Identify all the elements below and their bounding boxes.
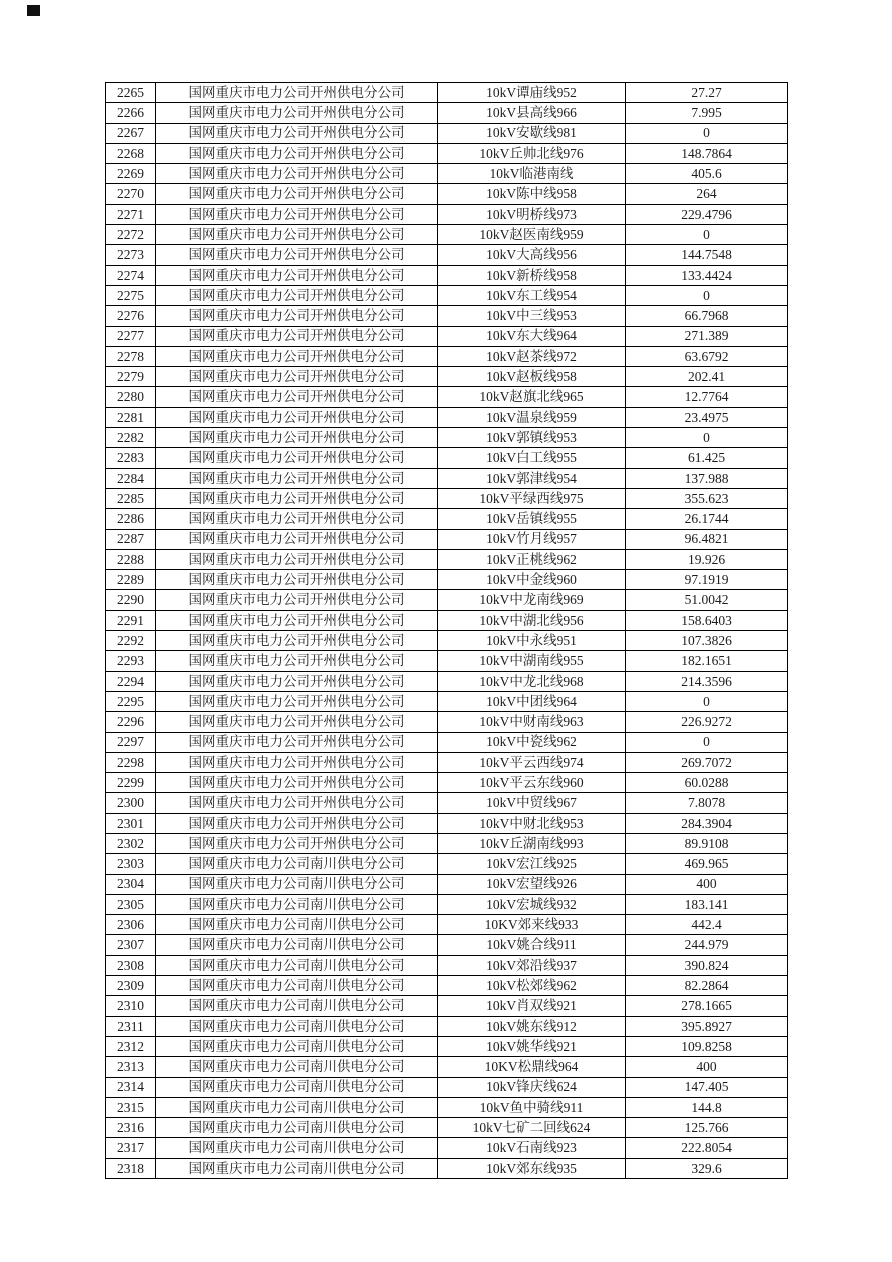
row-index-cell: 2318 [106, 1158, 156, 1178]
company-cell: 国网重庆市电力公司南川供电分公司 [156, 955, 438, 975]
row-index-cell: 2269 [106, 164, 156, 184]
company-cell: 国网重庆市电力公司开州供电分公司 [156, 732, 438, 752]
table-body [106, 83, 788, 1179]
company-cell: 国网重庆市电力公司南川供电分公司 [156, 1077, 438, 1097]
company-cell: 国网重庆市电力公司开州供电分公司 [156, 184, 438, 204]
line-name-cell: 10KV郊来线933 [438, 915, 626, 935]
value-cell: 61.425 [626, 448, 788, 468]
table-row [106, 407, 788, 427]
line-name-cell: 10kV中三线953 [438, 306, 626, 326]
line-name-cell: 10kV宏江线925 [438, 854, 626, 874]
row-index-cell: 2313 [106, 1057, 156, 1077]
row-index-cell: 2307 [106, 935, 156, 955]
value-cell: 125.766 [626, 1118, 788, 1138]
company-cell: 国网重庆市电力公司开州供电分公司 [156, 306, 438, 326]
value-cell: 144.8 [626, 1097, 788, 1117]
row-index-cell: 2303 [106, 854, 156, 874]
line-name-cell: 10kV平绿西线975 [438, 488, 626, 508]
row-index-cell: 2270 [106, 184, 156, 204]
row-index-cell: 2267 [106, 123, 156, 143]
row-index-cell: 2283 [106, 448, 156, 468]
value-cell: 107.3826 [626, 631, 788, 651]
table-row [106, 915, 788, 935]
line-name-cell: 10kV中龙南线969 [438, 590, 626, 610]
company-cell: 国网重庆市电力公司开州供电分公司 [156, 529, 438, 549]
line-name-cell: 10kV陈中线958 [438, 184, 626, 204]
value-cell: 183.141 [626, 894, 788, 914]
table-row [106, 996, 788, 1016]
line-name-cell: 10kV丘湖南线993 [438, 833, 626, 853]
line-name-cell: 10kV明桥线973 [438, 204, 626, 224]
line-name-cell: 10kV大高线956 [438, 245, 626, 265]
line-name-cell: 10kV中湖南线955 [438, 651, 626, 671]
line-name-cell: 10kV郊沿线937 [438, 955, 626, 975]
table-row [106, 1158, 788, 1178]
row-index-cell: 2291 [106, 610, 156, 630]
line-name-cell: 10kV正桃线962 [438, 549, 626, 569]
table-row [106, 894, 788, 914]
company-cell: 国网重庆市电力公司南川供电分公司 [156, 1158, 438, 1178]
row-index-cell: 2281 [106, 407, 156, 427]
table-row [106, 732, 788, 752]
table-row [106, 976, 788, 996]
table-row [106, 854, 788, 874]
value-cell: 147.405 [626, 1077, 788, 1097]
table-row [106, 651, 788, 671]
table-row [106, 488, 788, 508]
table-row [106, 245, 788, 265]
company-cell: 国网重庆市电力公司开州供电分公司 [156, 833, 438, 853]
line-name-cell: 10kV平云东线960 [438, 773, 626, 793]
table-row [106, 590, 788, 610]
company-cell: 国网重庆市电力公司开州供电分公司 [156, 428, 438, 448]
row-index-cell: 2273 [106, 245, 156, 265]
company-cell: 国网重庆市电力公司开州供电分公司 [156, 103, 438, 123]
row-index-cell: 2295 [106, 691, 156, 711]
company-cell: 国网重庆市电力公司开州供电分公司 [156, 265, 438, 285]
company-cell: 国网重庆市电力公司开州供电分公司 [156, 468, 438, 488]
value-cell: 0 [626, 123, 788, 143]
row-index-cell: 2298 [106, 752, 156, 772]
table-row [106, 813, 788, 833]
company-cell: 国网重庆市电力公司开州供电分公司 [156, 590, 438, 610]
value-cell: 355.623 [626, 488, 788, 508]
line-name-cell: 10kV中龙北线968 [438, 671, 626, 691]
value-cell: 182.1651 [626, 651, 788, 671]
value-cell: 7.8078 [626, 793, 788, 813]
line-name-cell: 10kV岳镇线955 [438, 509, 626, 529]
row-index-cell: 2286 [106, 509, 156, 529]
value-cell: 0 [626, 225, 788, 245]
table-row [106, 448, 788, 468]
value-cell: 390.824 [626, 955, 788, 975]
row-index-cell: 2312 [106, 1036, 156, 1056]
company-cell: 国网重庆市电力公司开州供电分公司 [156, 225, 438, 245]
line-name-cell: 10kV平云西线974 [438, 752, 626, 772]
table-row [106, 1057, 788, 1077]
company-cell: 国网重庆市电力公司开州供电分公司 [156, 773, 438, 793]
line-name-cell: 10kV姚东线912 [438, 1016, 626, 1036]
line-name-cell: 10kV鱼中骑线911 [438, 1097, 626, 1117]
value-cell: 0 [626, 691, 788, 711]
table-row [106, 204, 788, 224]
value-cell: 264 [626, 184, 788, 204]
row-index-cell: 2308 [106, 955, 156, 975]
value-cell: 19.926 [626, 549, 788, 569]
line-name-cell: 10kV宏望线926 [438, 874, 626, 894]
table-row [106, 549, 788, 569]
value-cell: 12.7764 [626, 387, 788, 407]
table-row [106, 346, 788, 366]
row-index-cell: 2277 [106, 326, 156, 346]
value-cell: 137.988 [626, 468, 788, 488]
row-index-cell: 2272 [106, 225, 156, 245]
value-cell: 66.7968 [626, 306, 788, 326]
line-name-cell: 10KV松鼎线964 [438, 1057, 626, 1077]
company-cell: 国网重庆市电力公司开州供电分公司 [156, 752, 438, 772]
row-index-cell: 2288 [106, 549, 156, 569]
line-name-cell: 10kV赵旗北线965 [438, 387, 626, 407]
value-cell: 229.4796 [626, 204, 788, 224]
scan-artifact-mark [27, 5, 40, 16]
value-cell: 109.8258 [626, 1036, 788, 1056]
value-cell: 63.6792 [626, 346, 788, 366]
table-row [106, 123, 788, 143]
company-cell: 国网重庆市电力公司开州供电分公司 [156, 631, 438, 651]
value-cell: 329.6 [626, 1158, 788, 1178]
table-row [106, 712, 788, 732]
row-index-cell: 2299 [106, 773, 156, 793]
value-cell: 400 [626, 1057, 788, 1077]
company-cell: 国网重庆市电力公司南川供电分公司 [156, 915, 438, 935]
company-cell: 国网重庆市电力公司开州供电分公司 [156, 509, 438, 529]
line-name-cell: 10kV白工线955 [438, 448, 626, 468]
company-cell: 国网重庆市电力公司南川供电分公司 [156, 1036, 438, 1056]
line-name-cell: 10kV临港南线 [438, 164, 626, 184]
line-name-cell: 10kV郭镇线953 [438, 428, 626, 448]
table-row [106, 164, 788, 184]
company-cell: 国网重庆市电力公司南川供电分公司 [156, 1016, 438, 1036]
table-row [106, 570, 788, 590]
row-index-cell: 2301 [106, 813, 156, 833]
row-index-cell: 2282 [106, 428, 156, 448]
company-cell: 国网重庆市电力公司开州供电分公司 [156, 488, 438, 508]
company-cell: 国网重庆市电力公司南川供电分公司 [156, 1138, 438, 1158]
line-name-cell: 10kV东大线964 [438, 326, 626, 346]
company-cell: 国网重庆市电力公司开州供电分公司 [156, 448, 438, 468]
line-name-cell: 10kV赵茶线972 [438, 346, 626, 366]
company-cell: 国网重庆市电力公司开州供电分公司 [156, 793, 438, 813]
table-row [106, 1016, 788, 1036]
line-name-cell: 10kV锋庆线624 [438, 1077, 626, 1097]
row-index-cell: 2278 [106, 346, 156, 366]
value-cell: 469.965 [626, 854, 788, 874]
table-row [106, 1077, 788, 1097]
table-row [106, 83, 788, 103]
value-cell: 226.9272 [626, 712, 788, 732]
line-name-cell: 10kV安歇线981 [438, 123, 626, 143]
line-name-cell: 10kV七矿二回线624 [438, 1118, 626, 1138]
row-index-cell: 2294 [106, 671, 156, 691]
value-cell: 269.7072 [626, 752, 788, 772]
company-cell: 国网重庆市电力公司开州供电分公司 [156, 367, 438, 387]
company-cell: 国网重庆市电力公司开州供电分公司 [156, 570, 438, 590]
table-row [106, 285, 788, 305]
line-name-cell: 10kV姚合线911 [438, 935, 626, 955]
line-name-cell: 10kV中贸线967 [438, 793, 626, 813]
row-index-cell: 2315 [106, 1097, 156, 1117]
table-row [106, 1138, 788, 1158]
company-cell: 国网重庆市电力公司开州供电分公司 [156, 285, 438, 305]
company-cell: 国网重庆市电力公司开州供电分公司 [156, 691, 438, 711]
row-index-cell: 2300 [106, 793, 156, 813]
line-name-cell: 10kV温泉线959 [438, 407, 626, 427]
table-row [106, 1118, 788, 1138]
row-index-cell: 2289 [106, 570, 156, 590]
value-cell: 23.4975 [626, 407, 788, 427]
row-index-cell: 2265 [106, 83, 156, 103]
table-row [106, 387, 788, 407]
row-index-cell: 2271 [106, 204, 156, 224]
company-cell: 国网重庆市电力公司开州供电分公司 [156, 326, 438, 346]
table-row [106, 367, 788, 387]
line-name-cell: 10kV中湖北线956 [438, 610, 626, 630]
row-index-cell: 2274 [106, 265, 156, 285]
table-row [106, 428, 788, 448]
line-name-cell: 10kV县高线966 [438, 103, 626, 123]
table-row [106, 529, 788, 549]
line-name-cell: 10kV东工线954 [438, 285, 626, 305]
row-index-cell: 2314 [106, 1077, 156, 1097]
company-cell: 国网重庆市电力公司南川供电分公司 [156, 1057, 438, 1077]
line-name-cell: 10kV姚华线921 [438, 1036, 626, 1056]
line-name-cell: 10kV竹月线957 [438, 529, 626, 549]
line-name-cell: 10kV石南线923 [438, 1138, 626, 1158]
company-cell: 国网重庆市电力公司南川供电分公司 [156, 1118, 438, 1138]
value-cell: 148.7864 [626, 143, 788, 163]
company-cell: 国网重庆市电力公司开州供电分公司 [156, 164, 438, 184]
table-row [106, 306, 788, 326]
value-cell: 244.979 [626, 935, 788, 955]
value-cell: 284.3904 [626, 813, 788, 833]
row-index-cell: 2292 [106, 631, 156, 651]
line-name-cell: 10kV松郊线962 [438, 976, 626, 996]
line-name-cell: 10kV赵板线958 [438, 367, 626, 387]
row-index-cell: 2266 [106, 103, 156, 123]
row-index-cell: 2293 [106, 651, 156, 671]
table-row [106, 225, 788, 245]
value-cell: 7.995 [626, 103, 788, 123]
table-row [106, 103, 788, 123]
company-cell: 国网重庆市电力公司南川供电分公司 [156, 1097, 438, 1117]
row-index-cell: 2279 [106, 367, 156, 387]
value-cell: 271.389 [626, 326, 788, 346]
company-cell: 国网重庆市电力公司南川供电分公司 [156, 854, 438, 874]
company-cell: 国网重庆市电力公司南川供电分公司 [156, 996, 438, 1016]
row-index-cell: 2310 [106, 996, 156, 1016]
table-row [106, 610, 788, 630]
value-cell: 0 [626, 428, 788, 448]
table-row [106, 671, 788, 691]
line-name-cell: 10kV丘帅北线976 [438, 143, 626, 163]
row-index-cell: 2280 [106, 387, 156, 407]
row-index-cell: 2302 [106, 833, 156, 853]
company-cell: 国网重庆市电力公司南川供电分公司 [156, 874, 438, 894]
company-cell: 国网重庆市电力公司开州供电分公司 [156, 671, 438, 691]
table-row [106, 184, 788, 204]
line-name-cell: 10kV赵医南线959 [438, 225, 626, 245]
company-cell: 国网重庆市电力公司南川供电分公司 [156, 894, 438, 914]
line-name-cell: 10kV郭津线954 [438, 468, 626, 488]
row-index-cell: 2311 [106, 1016, 156, 1036]
value-cell: 0 [626, 285, 788, 305]
table-row [106, 631, 788, 651]
table-row [106, 143, 788, 163]
company-cell: 国网重庆市电力公司开州供电分公司 [156, 610, 438, 630]
value-cell: 442.4 [626, 915, 788, 935]
value-cell: 60.0288 [626, 773, 788, 793]
table-row [106, 773, 788, 793]
company-cell: 国网重庆市电力公司开州供电分公司 [156, 346, 438, 366]
value-cell: 27.27 [626, 83, 788, 103]
value-cell: 395.8927 [626, 1016, 788, 1036]
value-cell: 405.6 [626, 164, 788, 184]
line-name-cell: 10kV中瓷线962 [438, 732, 626, 752]
company-cell: 国网重庆市电力公司开州供电分公司 [156, 123, 438, 143]
row-index-cell: 2290 [106, 590, 156, 610]
company-cell: 国网重庆市电力公司开州供电分公司 [156, 83, 438, 103]
line-name-cell: 10kV郊东线935 [438, 1158, 626, 1178]
row-index-cell: 2304 [106, 874, 156, 894]
line-name-cell: 10kV中团线964 [438, 691, 626, 711]
company-cell: 国网重庆市电力公司开州供电分公司 [156, 651, 438, 671]
line-name-cell: 10kV中金线960 [438, 570, 626, 590]
value-cell: 214.3596 [626, 671, 788, 691]
value-cell: 158.6403 [626, 610, 788, 630]
value-cell: 278.1665 [626, 996, 788, 1016]
row-index-cell: 2268 [106, 143, 156, 163]
company-cell: 国网重庆市电力公司开州供电分公司 [156, 813, 438, 833]
row-index-cell: 2309 [106, 976, 156, 996]
table-row [106, 265, 788, 285]
line-name-cell: 10kV宏城线932 [438, 894, 626, 914]
value-cell: 26.1744 [626, 509, 788, 529]
table-row [106, 326, 788, 346]
company-cell: 国网重庆市电力公司开州供电分公司 [156, 407, 438, 427]
row-index-cell: 2316 [106, 1118, 156, 1138]
table-row [106, 509, 788, 529]
value-cell: 82.2864 [626, 976, 788, 996]
row-index-cell: 2305 [106, 894, 156, 914]
row-index-cell: 2296 [106, 712, 156, 732]
table-row [106, 793, 788, 813]
row-index-cell: 2285 [106, 488, 156, 508]
value-cell: 97.1919 [626, 570, 788, 590]
company-cell: 国网重庆市电力公司开州供电分公司 [156, 387, 438, 407]
company-cell: 国网重庆市电力公司开州供电分公司 [156, 143, 438, 163]
table-row [106, 833, 788, 853]
value-cell: 51.0042 [626, 590, 788, 610]
table-row [106, 1036, 788, 1056]
value-cell: 400 [626, 874, 788, 894]
company-cell: 国网重庆市电力公司开州供电分公司 [156, 712, 438, 732]
company-cell: 国网重庆市电力公司南川供电分公司 [156, 935, 438, 955]
value-cell: 89.9108 [626, 833, 788, 853]
company-cell: 国网重庆市电力公司开州供电分公司 [156, 245, 438, 265]
table-row [106, 752, 788, 772]
row-index-cell: 2284 [106, 468, 156, 488]
line-name-cell: 10kV中永线951 [438, 631, 626, 651]
value-cell: 202.41 [626, 367, 788, 387]
line-name-cell: 10kV谭庙线952 [438, 83, 626, 103]
company-cell: 国网重庆市电力公司开州供电分公司 [156, 549, 438, 569]
line-name-cell: 10kV中财南线963 [438, 712, 626, 732]
value-cell: 144.7548 [626, 245, 788, 265]
value-cell: 133.4424 [626, 265, 788, 285]
value-cell: 222.8054 [626, 1138, 788, 1158]
table-row [106, 935, 788, 955]
value-cell: 96.4821 [626, 529, 788, 549]
row-index-cell: 2297 [106, 732, 156, 752]
row-index-cell: 2287 [106, 529, 156, 549]
table-row [106, 468, 788, 488]
company-cell: 国网重庆市电力公司开州供电分公司 [156, 204, 438, 224]
line-name-cell: 10kV中财北线953 [438, 813, 626, 833]
company-cell: 国网重庆市电力公司南川供电分公司 [156, 976, 438, 996]
line-name-cell: 10kV新桥线958 [438, 265, 626, 285]
line-name-cell: 10kV肖双线921 [438, 996, 626, 1016]
table-row [106, 955, 788, 975]
row-index-cell: 2317 [106, 1138, 156, 1158]
table-row [106, 1097, 788, 1117]
value-cell: 0 [626, 732, 788, 752]
table-row [106, 691, 788, 711]
row-index-cell: 2306 [106, 915, 156, 935]
table-row [106, 874, 788, 894]
row-index-cell: 2275 [106, 285, 156, 305]
power-line-table [105, 82, 788, 1179]
row-index-cell: 2276 [106, 306, 156, 326]
